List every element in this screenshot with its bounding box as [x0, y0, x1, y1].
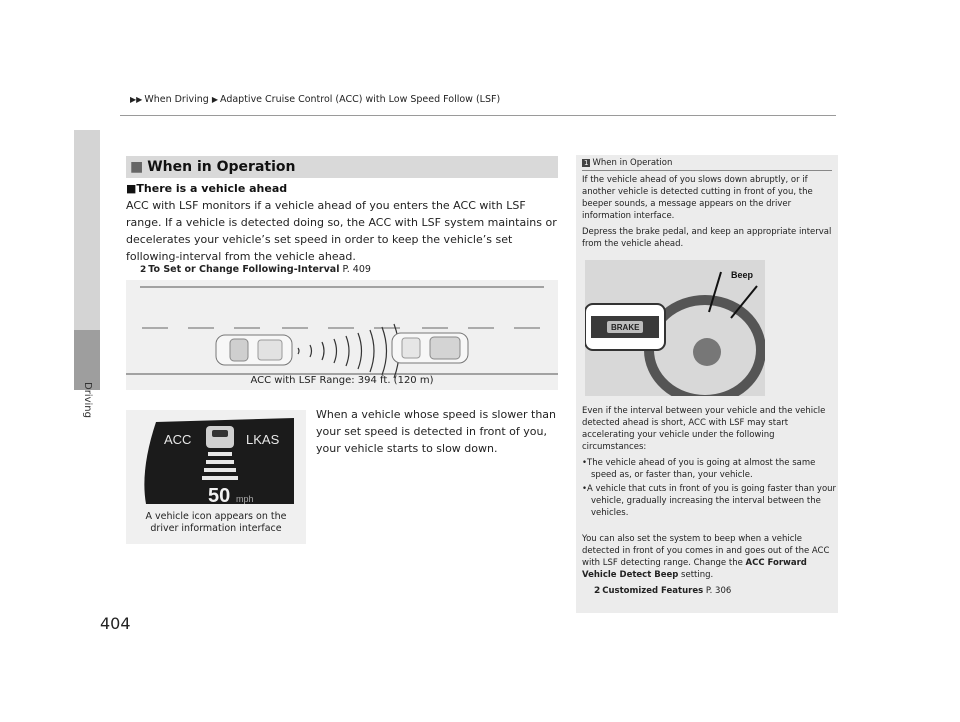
header-divider [120, 115, 836, 116]
sidebar-paragraph-2: Depress the brake pedal, and keep an appropriate interval from the vehicle ahead. [582, 227, 832, 249]
sidebar-divider [582, 170, 832, 171]
own-car-icon [216, 335, 292, 365]
range-caption: ACC with LSF Range: 394 ft. (120 m) [250, 375, 434, 386]
lead-vehicle-icon [392, 333, 468, 363]
sidebar-paragraph-3: Even if the interval between your vehicle and the vehicle detected ahead is short, ACC with LSF may start accelerating your vehicle under the following circumstances: [582, 406, 826, 452]
road-diagram [126, 280, 558, 390]
sidebar-title [582, 158, 672, 168]
lkas-indicator: LKAS [246, 432, 280, 447]
sidebar-bullet-2: •A vehicle that cuts in front of you is going faster than your vehicle, gradually increasing the interval between the vehicles. [582, 484, 837, 518]
cross-reference[interactable] [140, 264, 371, 275]
xref-arrow-icon: 2 [594, 586, 601, 596]
sidebar-number-badge: 1 [584, 159, 589, 167]
body-paragraph-1: ACC with LSF monitors if a vehicle ahead of you enters the ACC with LSF range. If a vehicle is detected doing so, the ACC with LSF system maintains or decelerates your vehicle’s set speed in order to keep the vehicle’s set following-interval from the vehicle ahead. [126, 199, 557, 263]
chapter-tab-label: Driving [82, 382, 93, 418]
sidebar-paragraph-1: If the vehicle ahead of you slows down abruptly, or if another vehicle is detected cutting in front of you, the beeper sounds, a message appears on the driver information interface. [582, 175, 813, 221]
xref-label[interactable]: To Set or Change Following-Interval [148, 264, 340, 275]
cluster-caption-line-2: driver information interface [150, 523, 282, 534]
breadcrumb [130, 94, 500, 105]
beep-label: Beep [731, 270, 754, 280]
brake-warning-illustration [585, 260, 765, 396]
breadcrumb-part-1[interactable]: When Driving [144, 94, 209, 105]
breadcrumb-arrow-icon: ▶ [211, 95, 218, 104]
sidebar-paragraph-4 [582, 533, 832, 581]
sidebar-p4-setting: ACC Forward Vehicle Detect Beep [582, 558, 807, 580]
acc-range-illustration [126, 280, 558, 390]
speed-unit: mph [236, 494, 254, 504]
section-title: When in Operation [147, 159, 296, 175]
acc-indicator: ACC [164, 432, 192, 447]
sidebar-p4-text: You can also set the system to beep when a vehicle detected in front of you comes in and goes out of the ACC with LSF detecting range. Change the [582, 534, 830, 568]
body-paragraph-2: When a vehicle whose speed is slower than your set speed is detected in front of you, your vehicle starts to slow down. [316, 408, 556, 455]
sidebar-p4-end: setting. [678, 570, 714, 580]
sidebar-cross-reference[interactable] [582, 585, 844, 597]
section-heading [126, 156, 558, 178]
section-marker: ■ [130, 159, 144, 175]
subsection-heading: ■There is a vehicle ahead [126, 182, 288, 195]
dashboard-image [585, 260, 765, 396]
cluster-caption [126, 511, 306, 535]
sidebar-title-text: When in Operation [592, 158, 673, 168]
radar-waves-icon [298, 324, 399, 378]
sidebar-xref-page: P. 306 [705, 586, 732, 596]
brake-message: BRAKE [611, 323, 640, 332]
sidebar-bullet-1: •The vehicle ahead of you is going at almost the same speed as, or faster than, your vehicle. [582, 458, 816, 480]
cluster-display [126, 410, 306, 510]
speed-value: 50 [208, 485, 231, 507]
breadcrumb-arrow-icon: ▶▶ [130, 95, 143, 104]
page-number: 404 [100, 614, 131, 633]
xref-page: P. 409 [342, 264, 371, 275]
breadcrumb-part-2[interactable]: Adaptive Cruise Control (ACC) with Low Speed Follow (LSF) [219, 94, 501, 105]
cluster-caption-line-1: A vehicle icon appears on the [145, 511, 287, 522]
sidebar-xref-label[interactable]: Customized Features [602, 586, 704, 596]
xref-arrow-icon: 2 [140, 265, 147, 275]
